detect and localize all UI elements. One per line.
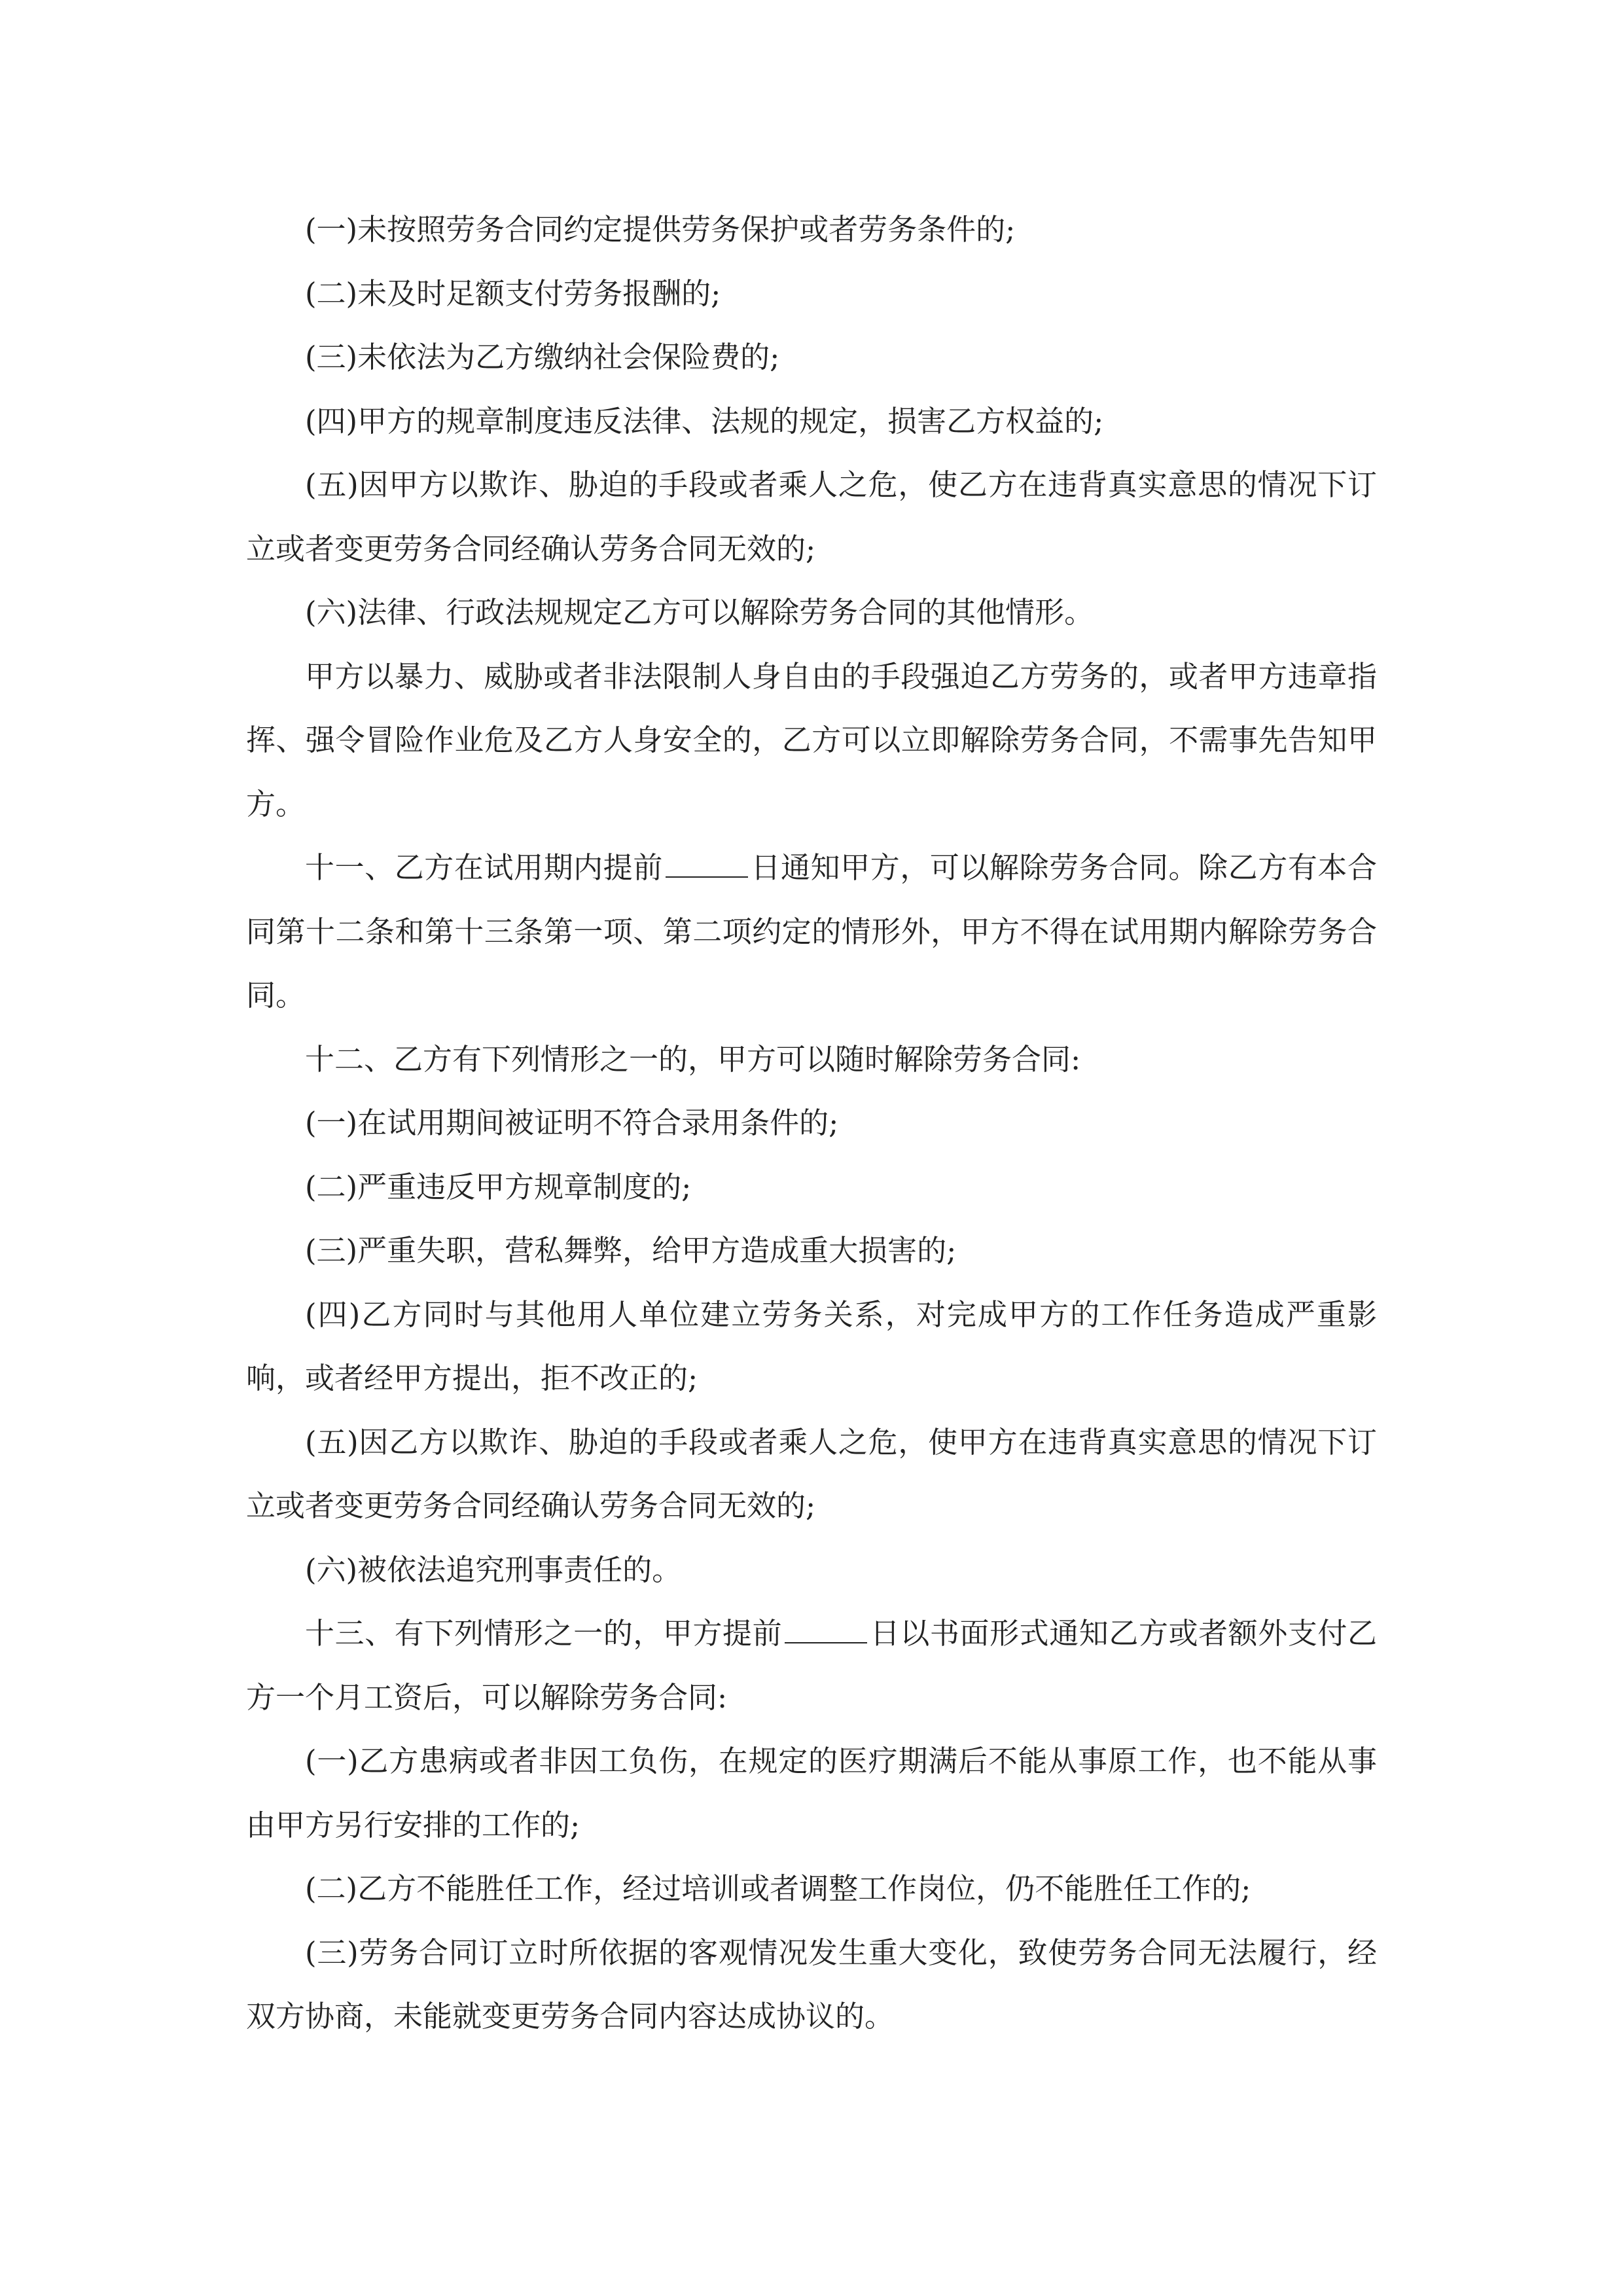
clause-thirteen-text-before: 十三、有下列情形之一的，甲方提前 — [305, 1616, 783, 1651]
paragraph: (二)严重违反甲方规章制度的; — [305, 1169, 692, 1204]
clause-thirteen-text-after: 日以书面形式通知乙方或者额外支付乙方一个月工资后，可以解除劳务合同: — [246, 1616, 1377, 1715]
paragraph: (一)乙方患病或者非因工负伤，在规定的医疗期满后不能从事原工作，也不能从事由甲方另行安排的工作的; — [246, 1744, 1377, 1842]
paragraph: 十二、乙方有下列情形之一的，甲方可以随时解除劳务合同: — [305, 1041, 1081, 1077]
paragraph: (六)法律、行政法规规定乙方可以解除劳务合同的其他情形。 — [305, 595, 1094, 630]
paragraph: (四)甲方的规章制度违反法律、法规的规定，损害乙方权益的; — [305, 403, 1104, 439]
clause-eleven-text-after: 日通知甲方，可以解除劳务合同。除乙方有本合同第十二条和第十三条第一项、第二项约定的情形外，甲方不得在试用期内解除劳务合同。 — [246, 850, 1377, 1013]
paragraph: (一)在试用期间被证明不符合录用条件的; — [305, 1105, 839, 1140]
paragraph: (一)未按照劳务合同约定提供劳务保护或者劳务条件的; — [305, 212, 1016, 247]
clause-thirteen — [246, 1602, 1377, 1729]
clause-eleven — [246, 836, 1377, 1028]
paragraph: (四)乙方同时与其他用人单位建立劳务关系，对完成甲方的工作任务造成严重影响，或者经甲方提出，拒不改正的; — [246, 1297, 1377, 1395]
paragraph: (五)因甲方以欺诈、胁迫的手段或者乘人之危，使乙方在违背真实意思的情况下订立或者变更劳务合同经确认劳务合同无效的; — [246, 467, 1377, 566]
fill-in-blank — [666, 876, 748, 878]
clause-eleven-text-before: 十一、乙方在试用期内提前 — [305, 850, 663, 885]
paragraph: (二)乙方不能胜任工作，经过培训或者调整工作岗位，仍不能胜任工作的; — [305, 1871, 1251, 1906]
paragraph: 甲方以暴力、威胁或者非法限制人身自由的手段强迫乙方劳务的，或者甲方违章指挥、强令冒险作业危及乙方人身安全的，乙方可以立即解除劳务合同，不需事先告知甲方。 — [246, 658, 1377, 821]
paragraph: (六)被依法追究刑事责任的。 — [305, 1552, 682, 1587]
paragraph: (三)严重失职，营私舞弊，给甲方造成重大损害的; — [305, 1233, 957, 1268]
contract-body — [246, 198, 1377, 2049]
fill-in-blank — [785, 1641, 867, 1643]
paragraph: (二)未及时足额支付劳务报酬的; — [305, 276, 721, 311]
paragraph: (三)劳务合同订立时所依据的客观情况发生重大变化，致使劳务合同无法履行，经双方协商，未能就变更劳务合同内容达成协议的。 — [246, 1935, 1377, 2034]
paragraph: (五)因乙方以欺诈、胁迫的手段或者乘人之危，使甲方在违背真实意思的情况下订立或者变更劳务合同经确认劳务合同无效的; — [246, 1424, 1377, 1523]
paragraph: (三)未依法为乙方缴纳社会保险费的; — [305, 340, 780, 374]
